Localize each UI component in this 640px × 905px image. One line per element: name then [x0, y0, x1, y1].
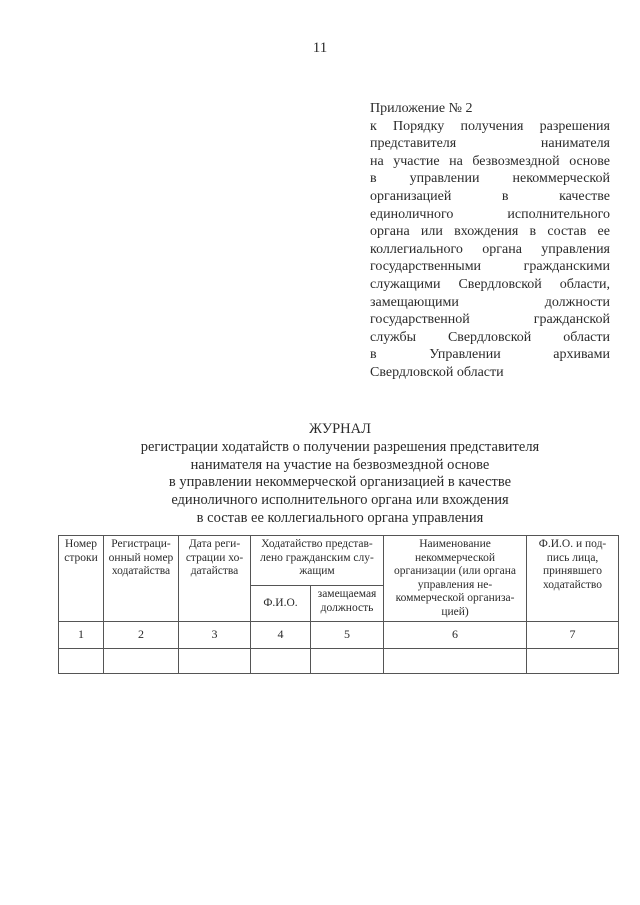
table-header-row [59, 536, 619, 586]
column-number: 5 [311, 622, 384, 649]
column-number: 2 [104, 622, 179, 649]
column-number: 6 [384, 622, 527, 649]
appendix-line: представителя нанимателя [370, 136, 610, 152]
appendix-line: служащими Свердловской области, [370, 276, 610, 292]
journal-subtitle-line: в управлении некоммерческой организацией в качестве [168, 474, 512, 491]
appendix-line: организацией в качестве [370, 188, 610, 204]
journal-subtitle-line: в состав ее коллегиального органа управления [196, 509, 484, 526]
appendix-line: в управлении некоммерческой [370, 171, 610, 187]
header-position: замещаемая должность [311, 586, 384, 622]
journal-subtitle-line: единоличного исполнительного органа или вхождения [171, 492, 509, 509]
column-number: 7 [527, 622, 619, 649]
appendix-line: органа или вхождения в состав ее [370, 224, 610, 240]
table-cell [384, 649, 527, 674]
column-number: 4 [251, 622, 311, 649]
journal-subtitle-line: нанимателя на участие на безвозмездной основе [190, 456, 490, 473]
table-cell [527, 649, 619, 674]
column-number-row [59, 622, 619, 649]
journal-heading: ЖУРНАЛ [309, 421, 371, 437]
table-cell [311, 649, 384, 674]
header-organization: Наименование некоммерческой организации (или органа управления не-коммерческой организа-цией) [384, 536, 527, 622]
appendix-line: замещающими должности [370, 294, 610, 310]
empty-table-row [59, 649, 619, 674]
appendix-line: Свердловской области [370, 364, 504, 380]
header-registration-number: Регистраци-онный номер ходатайства [104, 536, 179, 622]
registration-table [58, 535, 619, 674]
appendix-title: Приложение № 2 [370, 101, 473, 116]
table-cell [179, 649, 251, 674]
appendix-line: государственными гражданскими [370, 259, 610, 275]
header-submitted-by: Ходатайство представ-лено гражданским слу-жащим [251, 536, 384, 586]
journal-subtitle-line: регистрации ходатайств о получении разрешения представителя [140, 438, 540, 455]
appendix-line: единоличного исполнительного [370, 206, 610, 222]
appendix-line: к Порядку получения разрешения [370, 118, 610, 134]
column-number: 1 [59, 622, 104, 649]
page-number: 11 [312, 40, 328, 56]
table-cell [59, 649, 104, 674]
appendix-block [370, 100, 610, 382]
header-row-number: Номер строки [59, 536, 104, 622]
column-number: 3 [179, 622, 251, 649]
appendix-line: службы Свердловской области [370, 329, 610, 345]
appendix-line: государственной гражданской [370, 312, 610, 328]
appendix-line: в Управлении архивами [370, 347, 610, 363]
table-cell [251, 649, 311, 674]
header-receiver: Ф.И.О. и под-пись лица, принявшего ходатайство [527, 536, 619, 622]
appendix-line: коллегиального органа управления [370, 241, 610, 257]
appendix-line: на участие на безвозмездной основе [370, 153, 610, 169]
journal-title-block [60, 421, 620, 528]
header-registration-date: Дата реги-страции хо-датайства [179, 536, 251, 622]
header-full-name: Ф.И.О. [251, 586, 311, 622]
table-cell [104, 649, 179, 674]
